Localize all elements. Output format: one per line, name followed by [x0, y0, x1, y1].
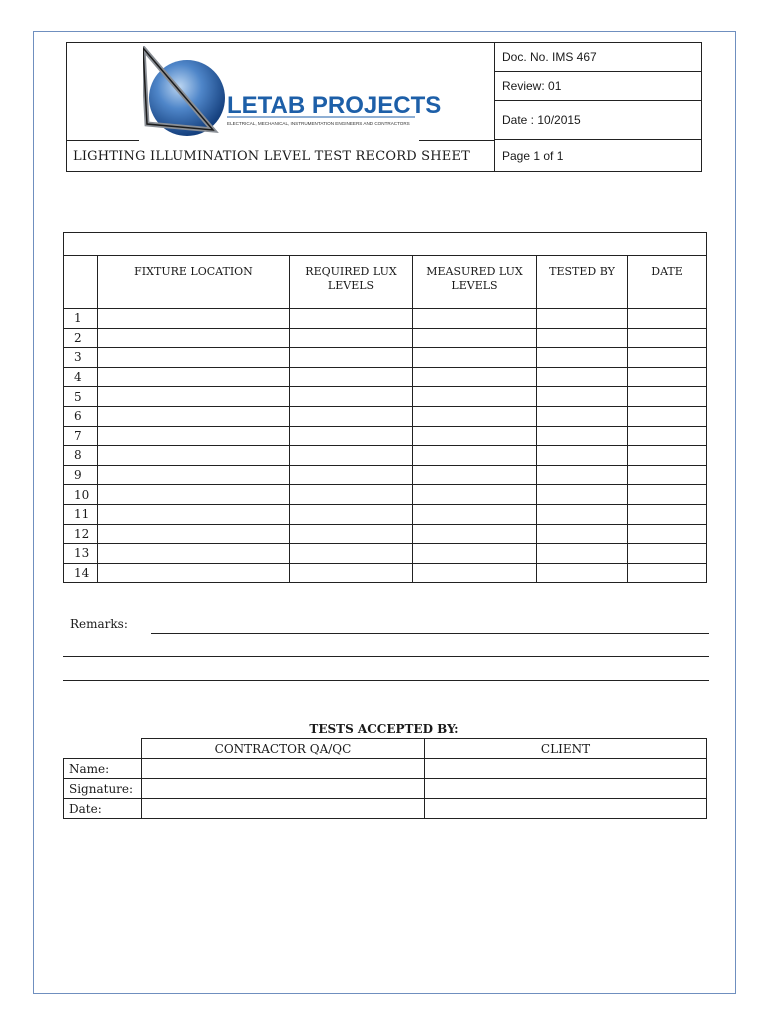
fixture-location-cell[interactable] — [98, 465, 290, 485]
acceptance-corner — [64, 739, 142, 759]
measured-lux-cell[interactable] — [413, 406, 537, 426]
tested-by-cell[interactable] — [537, 544, 628, 564]
table-row — [64, 309, 707, 329]
letab-logo-icon — [143, 46, 493, 138]
required-lux-cell[interactable] — [290, 406, 413, 426]
fixture-location-cell[interactable] — [98, 544, 290, 564]
date-cell[interactable] — [628, 348, 707, 368]
table-row — [64, 406, 707, 426]
fixture-location-cell[interactable] — [98, 524, 290, 544]
fixture-location-cell[interactable] — [98, 426, 290, 446]
measured-lux-cell[interactable] — [413, 367, 537, 387]
row-number: 11 — [64, 504, 98, 524]
measured-lux-cell[interactable] — [413, 544, 537, 564]
contractor-name-cell[interactable] — [142, 759, 425, 779]
col-tested-by: TESTED BY — [537, 256, 628, 309]
tested-by-cell[interactable] — [537, 524, 628, 544]
col-required-lux: REQUIRED LUX LEVELS — [290, 256, 413, 309]
test-record-table — [63, 232, 707, 583]
table-row — [64, 504, 707, 524]
col-date: DATE — [628, 256, 707, 309]
measured-lux-cell[interactable] — [413, 328, 537, 348]
measured-lux-cell[interactable] — [413, 309, 537, 329]
company-name-text: LETAB PROJECTS — [227, 92, 442, 119]
label-signature: Signature: — [64, 779, 142, 799]
table-row — [64, 524, 707, 544]
remarks-line-2[interactable] — [63, 656, 709, 657]
tested-by-cell[interactable] — [537, 485, 628, 505]
col-measured-lux: MEASURED LUX LEVELS — [413, 256, 537, 309]
col-number — [64, 256, 98, 309]
client-name-cell[interactable] — [425, 759, 707, 779]
contractor-date-cell[interactable] — [142, 799, 425, 819]
date-cell[interactable] — [628, 387, 707, 407]
col-contractor-qaqc: CONTRACTOR QA/QC — [142, 739, 425, 759]
table-row — [64, 465, 707, 485]
table-row — [64, 328, 707, 348]
measured-lux-cell[interactable] — [413, 446, 537, 466]
fixture-location-cell[interactable] — [98, 485, 290, 505]
remarks-label: Remarks: — [70, 617, 128, 631]
table-title-cell[interactable] — [64, 233, 707, 256]
required-lux-cell[interactable] — [290, 446, 413, 466]
table-row — [64, 367, 707, 387]
date-cell[interactable] — [628, 328, 707, 348]
row-number: 1 — [64, 309, 98, 329]
tested-by-cell[interactable] — [537, 465, 628, 485]
fixture-location-cell[interactable] — [98, 406, 290, 426]
client-date-cell[interactable] — [425, 799, 707, 819]
measured-lux-cell[interactable] — [413, 524, 537, 544]
date-cell[interactable] — [628, 544, 707, 564]
tested-by-cell[interactable] — [537, 563, 628, 583]
row-number: 4 — [64, 367, 98, 387]
tested-by-cell[interactable] — [537, 387, 628, 407]
measured-lux-cell[interactable] — [413, 504, 537, 524]
required-lux-cell[interactable] — [290, 328, 413, 348]
date-cell[interactable] — [628, 465, 707, 485]
tested-by-cell[interactable] — [537, 367, 628, 387]
measured-lux-cell[interactable] — [413, 348, 537, 368]
tested-by-cell[interactable] — [537, 446, 628, 466]
date-cell[interactable] — [628, 563, 707, 583]
row-number: 6 — [64, 406, 98, 426]
fixture-location-cell[interactable] — [98, 367, 290, 387]
row-number: 13 — [64, 544, 98, 564]
document-header — [66, 42, 702, 172]
label-name: Name: — [64, 759, 142, 779]
document-meta — [494, 43, 702, 171]
required-lux-cell[interactable] — [290, 544, 413, 564]
date-cell[interactable] — [628, 406, 707, 426]
date-cell[interactable] — [628, 446, 707, 466]
table-row — [64, 387, 707, 407]
page-number: Page 1 of 1 — [502, 148, 564, 163]
required-lux-cell[interactable] — [290, 504, 413, 524]
remarks-line-1[interactable] — [151, 633, 709, 634]
row-number: 14 — [64, 563, 98, 583]
required-lux-cell[interactable] — [290, 524, 413, 544]
measured-lux-cell[interactable] — [413, 465, 537, 485]
row-number: 8 — [64, 446, 98, 466]
doc-number: Doc. No. IMS 467 — [495, 43, 702, 72]
date-cell[interactable] — [628, 504, 707, 524]
measured-lux-cell[interactable] — [413, 387, 537, 407]
tested-by-cell[interactable] — [537, 348, 628, 368]
row-number: 3 — [64, 348, 98, 368]
col-fixture-location: FIXTURE LOCATION — [98, 256, 290, 309]
row-number: 10 — [64, 485, 98, 505]
client-signature-cell[interactable] — [425, 779, 707, 799]
fixture-location-cell[interactable] — [98, 309, 290, 329]
col-client: CLIENT — [425, 739, 707, 759]
required-lux-cell[interactable] — [290, 309, 413, 329]
measured-lux-cell[interactable] — [413, 563, 537, 583]
row-number: 2 — [64, 328, 98, 348]
required-lux-cell[interactable] — [290, 485, 413, 505]
acceptance-title: TESTS ACCEPTED BY: — [309, 722, 459, 736]
table-row — [64, 563, 707, 583]
measured-lux-cell[interactable] — [413, 426, 537, 446]
label-date: Date: — [64, 799, 142, 819]
row-number: 7 — [64, 426, 98, 446]
required-lux-cell[interactable] — [290, 563, 413, 583]
row-number: 9 — [64, 465, 98, 485]
table-row — [64, 485, 707, 505]
contractor-signature-cell[interactable] — [142, 779, 425, 799]
date-cell[interactable] — [628, 485, 707, 505]
required-lux-cell[interactable] — [290, 465, 413, 485]
table-row — [64, 426, 707, 446]
company-tagline-text: ELECTRICAL, MECHANICAL, INSTRUMENTATION ENGINEERS AND CONTRACTORS — [227, 121, 410, 126]
date-cell[interactable] — [628, 426, 707, 446]
remarks-line-3[interactable] — [63, 680, 709, 681]
company-logo — [67, 43, 495, 141]
required-lux-cell[interactable] — [290, 426, 413, 446]
fixture-location-cell[interactable] — [98, 387, 290, 407]
measured-lux-cell[interactable] — [413, 485, 537, 505]
acceptance-table — [63, 738, 707, 819]
date-cell[interactable] — [628, 367, 707, 387]
date-cell[interactable] — [628, 524, 707, 544]
tested-by-cell[interactable] — [537, 406, 628, 426]
date-cell[interactable] — [628, 309, 707, 329]
fixture-location-cell[interactable] — [98, 504, 290, 524]
review-number: Review: 01 — [495, 72, 702, 101]
tested-by-cell[interactable] — [537, 328, 628, 348]
row-number: 5 — [64, 387, 98, 407]
table-row — [64, 544, 707, 564]
fixture-location-cell[interactable] — [98, 328, 290, 348]
fixture-location-cell[interactable] — [98, 446, 290, 466]
fixture-location-cell[interactable] — [98, 348, 290, 368]
tested-by-cell[interactable] — [537, 426, 628, 446]
tested-by-cell[interactable] — [537, 504, 628, 524]
table-row — [64, 348, 707, 368]
document-title: LIGHTING ILLUMINATION LEVEL TEST RECORD SHEET — [73, 148, 471, 164]
required-lux-cell[interactable] — [290, 367, 413, 387]
required-lux-cell[interactable] — [290, 348, 413, 368]
row-number: 12 — [64, 524, 98, 544]
doc-date: Date : 10/2015 — [495, 101, 702, 140]
required-lux-cell[interactable] — [290, 387, 413, 407]
table-row — [64, 446, 707, 466]
fixture-location-cell[interactable] — [98, 563, 290, 583]
tested-by-cell[interactable] — [537, 309, 628, 329]
